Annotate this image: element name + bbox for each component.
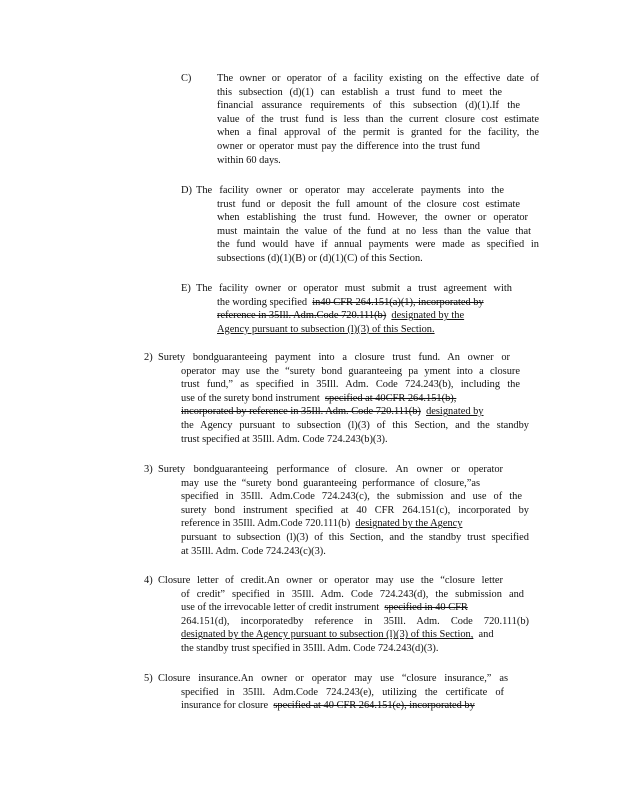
paragraph-2-cont — [181, 365, 529, 447]
text-line: 264.151(d), incorporatedby reference in 35Ill. Adm. Code 720.111(b) — [181, 615, 529, 627]
paragraph-5-cont — [181, 686, 521, 713]
deleted-text: specified at 40 CFR 264.151(e), incorporated by — [273, 700, 475, 712]
deleted-text: specified in 40 CFR — [384, 602, 468, 614]
text-line: The facility owner or operator must submit a trust agreement with — [196, 283, 512, 294]
text-run: reference in 35Ill. Adm.Code 720.111(b) — [181, 518, 351, 530]
paragraph-d-cont — [217, 198, 539, 266]
paragraph-5 — [158, 672, 508, 686]
item-label-3: 3) — [144, 464, 153, 475]
text-line — [217, 296, 527, 310]
text-line: operator may use the “surety bond guaranteeing pa yment into a closure — [181, 365, 520, 377]
paragraph-e-cont — [217, 296, 527, 337]
inserted-text: designated by the Agency — [355, 518, 463, 530]
text-line — [181, 628, 539, 642]
text-line: subsections (d)(1)(B) or (d)(1)(C) of this Section. — [217, 252, 423, 264]
paragraph-e — [196, 282, 539, 296]
text-line: The owner or operator of a facility existing on the effective date of — [217, 73, 539, 84]
text-line: must maintain the value of the fund at no less than the value that — [217, 225, 531, 237]
inserted-text: designated by the Agency pursuant to subsection (l)(3) of this Section, — [181, 629, 474, 641]
text-run: the wording specified — [217, 296, 308, 308]
text-line — [181, 517, 529, 531]
text-run: use of the surety bond instrument — [181, 392, 320, 404]
text-line: the standby trust specified in 35Ill. Adm. Code 724.243(d)(3). — [181, 642, 439, 654]
text-line: this subsection (d)(1) can establish a trust fund to meet the — [217, 86, 502, 98]
text-line: of credit” specified in 35Ill. Adm. Code 724.243(d), the submission and — [181, 588, 524, 600]
item-label-c: C) — [181, 73, 192, 84]
text-run: use of the irrevocable letter of credit instrument — [181, 602, 380, 614]
paragraph-4-cont — [181, 588, 539, 656]
text-line: may use the “surety bond guaranteeing performance of closure,”as — [181, 477, 480, 489]
text-run: and — [478, 629, 494, 641]
inserted-text: Agency pursuant to subsection (l)(3) of this Section. — [217, 323, 435, 335]
deleted-text: reference in 35Ill. Adm.Code 720.111(b) — [217, 310, 387, 322]
item-label-2: 2) — [144, 352, 153, 363]
paragraph-2 — [158, 351, 510, 365]
text-line — [181, 392, 529, 406]
text-line: within 60 days. — [217, 154, 281, 166]
deleted-text: specified at 40CFR 264.151(b), — [325, 392, 457, 404]
text-line — [181, 699, 521, 713]
text-line: the Agency pursuant to subsection (l)(3) of this Section, and the standby — [181, 419, 529, 431]
text-line — [181, 405, 529, 419]
text-line: Closure insurance.An owner or operator may use “closure insurance,” as — [158, 673, 508, 684]
text-line: Surety bondguaranteeing performance of closure. An owner or operator — [158, 464, 503, 475]
text-line: specified in 35Ill. Adm.Code 724.243(e), utilizing the certificate of — [181, 686, 504, 698]
paragraph-d — [196, 184, 539, 198]
text-line: The facility owner or operator may accelerate payments into the — [196, 185, 504, 196]
inserted-text: designated by — [426, 406, 484, 418]
text-line: the fund would have if annual payments were made as specified in — [217, 239, 539, 251]
item-label-d: D) — [181, 185, 192, 196]
text-line: specified in 35Ill. Adm.Code 724.243(c), the submission and use of the — [181, 491, 522, 503]
text-line: owner or operator must pay the difference into the trust fund — [217, 140, 480, 152]
text-line: trust fund or deposit the full amount of the closure cost estimate — [217, 198, 520, 210]
text-line: surety bond instrument specified at 40 CFR 264.151(c), incorporated by — [181, 504, 529, 516]
text-line: pursuant to subsection (l)(3) of this Section, and the standby trust specified — [181, 531, 529, 543]
inserted-text: designated by the — [391, 310, 465, 322]
text-run: insurance for closure — [181, 700, 269, 712]
deleted-text: in40 CFR 264.151(a)(1), incorporated by — [312, 296, 484, 308]
text-line — [181, 601, 539, 615]
text-line: trust specified at 35Ill. Adm. Code 724.243(b)(3). — [181, 433, 388, 445]
text-line: Surety bondguaranteeing payment into a closure trust fund. An owner or — [158, 352, 510, 363]
item-label-4: 4) — [144, 575, 153, 586]
text-line: when establishing the trust fund. However, the owner or operator — [217, 212, 528, 224]
text-line: at 35Ill. Adm. Code 724.243(c)(3). — [181, 545, 326, 557]
item-label-e: E) — [181, 283, 191, 294]
text-line — [217, 309, 527, 323]
deleted-text: incorporated by reference in 35Ill. Adm. Code 720.111(b) — [181, 406, 421, 418]
paragraph-3 — [158, 463, 503, 477]
text-line: when a final approval of the permit is granted for the facility, the — [217, 127, 539, 139]
text-line: trust fund,” as specified in 35Ill. Adm. Code 724.243(b), including the — [181, 379, 520, 391]
paragraph-4 — [158, 574, 503, 588]
item-label-5: 5) — [144, 673, 153, 684]
paragraph-3-cont — [181, 477, 529, 559]
text-line: Closure letter of credit.An owner or operator may use the “closure letter — [158, 575, 503, 586]
text-line: financial assurance requirements of this subsection (d)(1).If the — [217, 100, 520, 112]
text-line: value of the trust fund is less than the current closure cost estimate — [217, 113, 539, 125]
paragraph-c — [217, 72, 539, 167]
